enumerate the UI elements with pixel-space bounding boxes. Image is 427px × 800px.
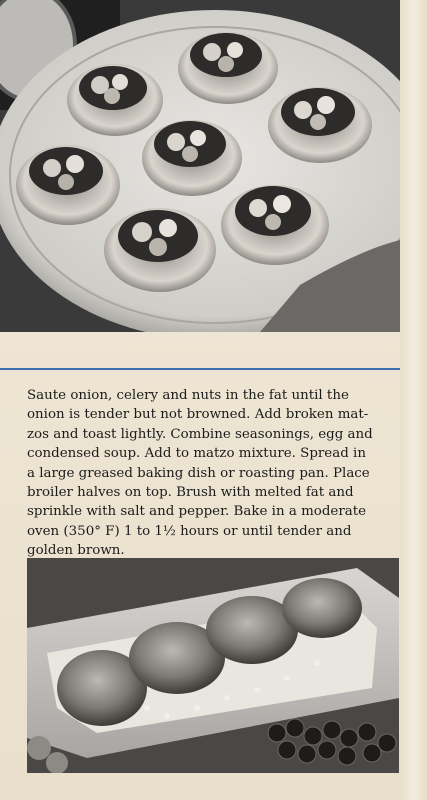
pastry-shell-1 [67,64,163,136]
pastry-shell-2 [178,32,278,104]
page-edge [400,0,427,800]
recipe-directions: Saute onion, celery and nuts in the fat until the onion is tender but not browned. Add broken mat- zos and toast lightly. Combine seasonings, egg and condensed soup. Add to matzo mixture. Spread in a large greased baking dish or roasting pan. Place broiler halves on top. Brush with melted fat and sprinkle with salt and pepper. Bake in a moderate oven (350° F) 1 to 1½ hours or until tender and golden brown. [27,388,373,559]
pastry-platter-illustration [0,0,400,332]
section-divider [0,368,400,370]
pastry-shell-7 [104,208,216,292]
pastry-shell-6 [221,185,329,265]
photo-roast-broilers [27,558,399,773]
broiler-half-4 [282,578,362,638]
pastry-shell-4 [142,120,242,196]
photo-stuffed-pastry-shells [0,0,400,332]
pastry-shell-5 [16,145,120,225]
broiler-platter-illustration [27,558,399,773]
pastry-shell-3 [268,87,372,163]
